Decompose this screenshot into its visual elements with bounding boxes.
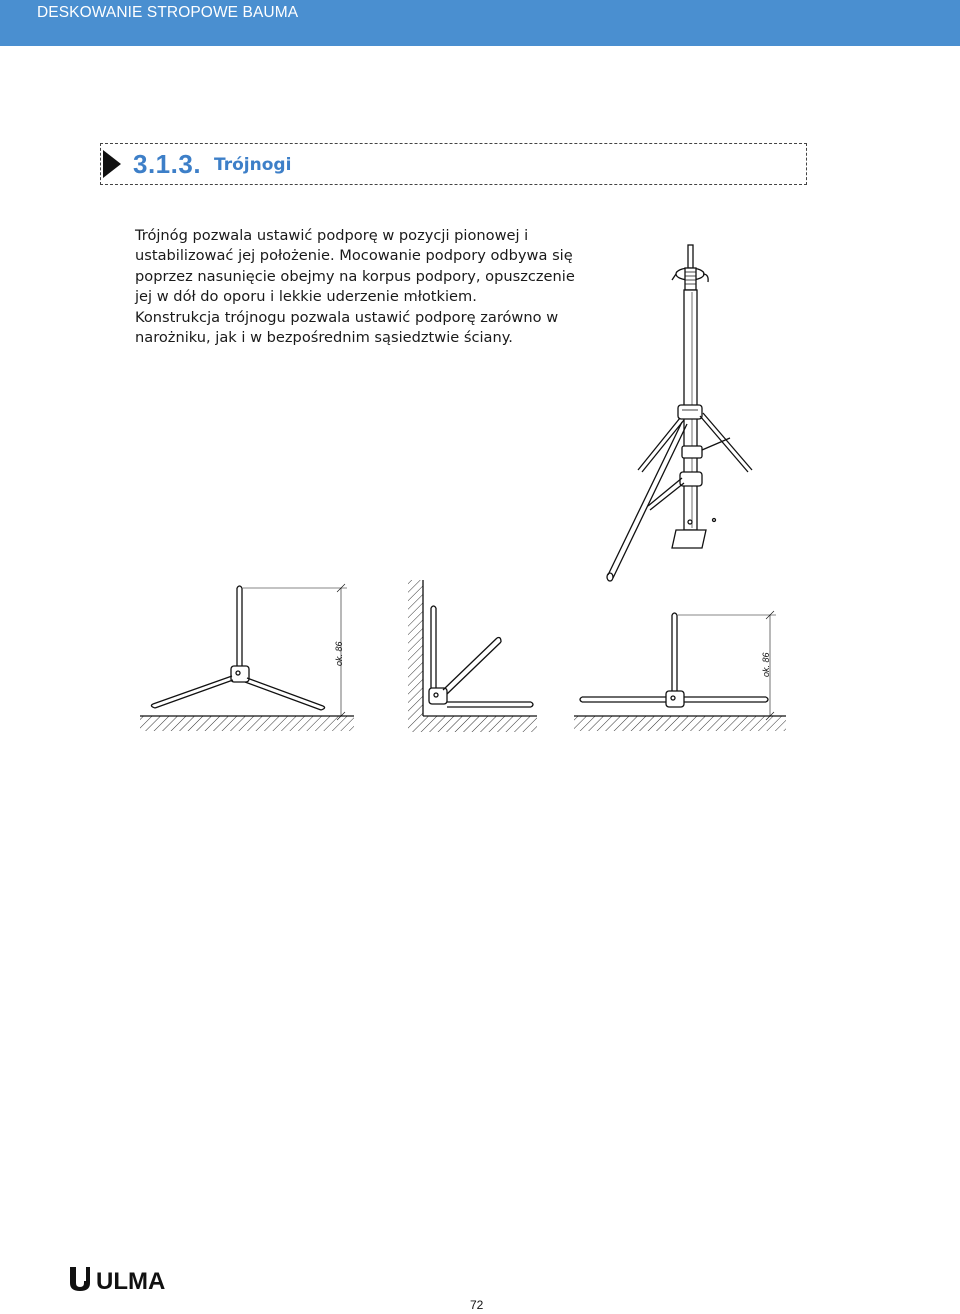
tripod-corner-drawing <box>405 578 545 740</box>
section-heading-box <box>100 143 807 185</box>
body-paragraph-2: Konstrukcja trójnogu pozwala ustawić podporę zarówno w narożniku, jak i w bezpośrednim sąsiedztwie ściany. <box>135 308 559 347</box>
body-paragraph-1: Trójnóg pozwala ustawić podporę w pozycji pionowej i ustabilizować jej położenie. Mocowanie podpory odbywa się poprzez nasunięcie obejmy na korpus podpory, opuszczenie jej w dół do oporu i lekkie uderzenie młotkiem. <box>135 227 575 306</box>
ulma-logo-mark-icon <box>68 1265 180 1293</box>
right-dimension-label: ok. 86 <box>761 652 771 677</box>
section-number: 3.1.3. <box>133 149 202 179</box>
left-dimension-label: ok. 86 <box>334 641 344 666</box>
header-title: DESKOWANIE STROPOWE BAUMA <box>37 4 299 21</box>
tripod-perspective-drawing <box>590 240 770 585</box>
arrow-right-icon <box>103 150 121 178</box>
tripod-wall-drawing <box>570 605 790 740</box>
body-text <box>135 226 575 348</box>
section-title: Trójnogi <box>214 155 292 175</box>
ulma-logo-text: ULMA <box>96 1268 166 1293</box>
ulma-logo <box>68 1265 180 1297</box>
tripod-floor-drawing <box>135 580 360 740</box>
page-number: 72 <box>470 1298 484 1312</box>
